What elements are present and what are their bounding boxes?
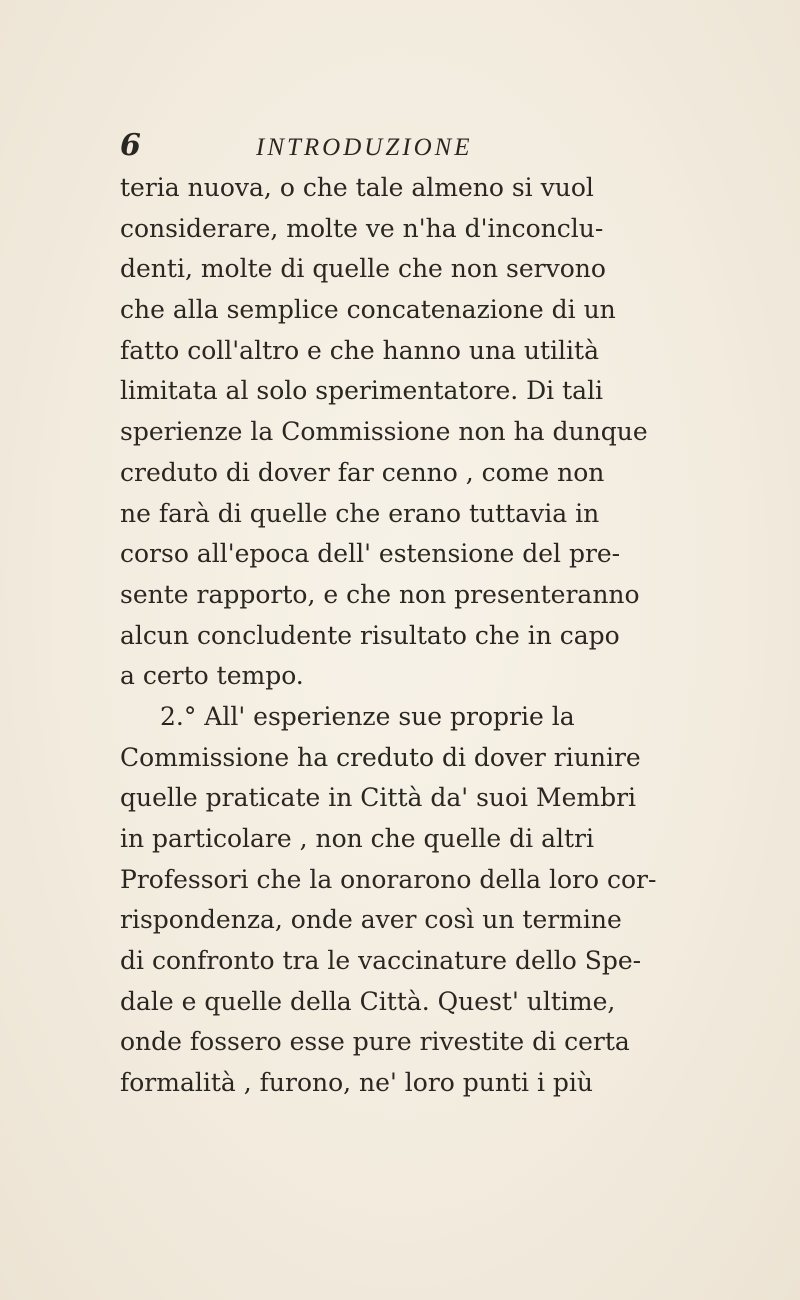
running-head: INTRODUZIONE [256,134,473,161]
text-line: onde fossero esse pure rivestite di certa [120,1027,630,1057]
text-line: rispondenza, onde aver così un termine [120,905,622,935]
text-line: Commissione ha creduto di dover riunire [120,742,641,772]
text-line: corso all'epoca dell' estensione del pre- [120,539,621,569]
body-text [120,168,710,1104]
text-line: sente rapporto, e che non presenteranno [120,579,640,609]
text-line: limitata al solo sperimentatore. Di tali [120,376,604,406]
text-line: in particolare , non che quelle di altri [120,824,594,853]
text-line: dale e quelle della Città. Quest' ultime, [120,986,616,1016]
text-line: che alla semplice concatenazione di un [120,295,616,325]
text-line: quelle praticate in Città da' suoi Membri [120,783,637,813]
text-line: Professori che la onorarono della loro cor- [120,864,657,894]
text-line: a certo tempo. [120,661,304,691]
text-line: teria nuova, o che tale almeno si vuol [120,173,594,202]
text-line: creduto di dover far cenno , come non [120,457,605,487]
paragraph-start-line: 2.° All' esperienze sue proprie la [160,701,575,731]
text-line: denti, molte di quelle che non servono [120,254,606,284]
text-line: considerare, molte ve n'ha d'inconclu- [120,213,604,243]
page-header [120,128,680,168]
text-line: sperienze la Commissione non ha dunque [120,417,648,447]
text-line: ne farà di quelle che erano tuttavia in [120,498,600,528]
text-line: alcun concludente risultato che in capo [120,620,620,650]
page-number: 6 [120,128,141,163]
text-line: di confronto tra le vaccinature dello Spe- [120,946,642,976]
text-line: fatto coll'altro e che hanno una utilità [120,335,599,365]
text-line: formalità , furono, ne' loro punti i più [120,1068,593,1098]
